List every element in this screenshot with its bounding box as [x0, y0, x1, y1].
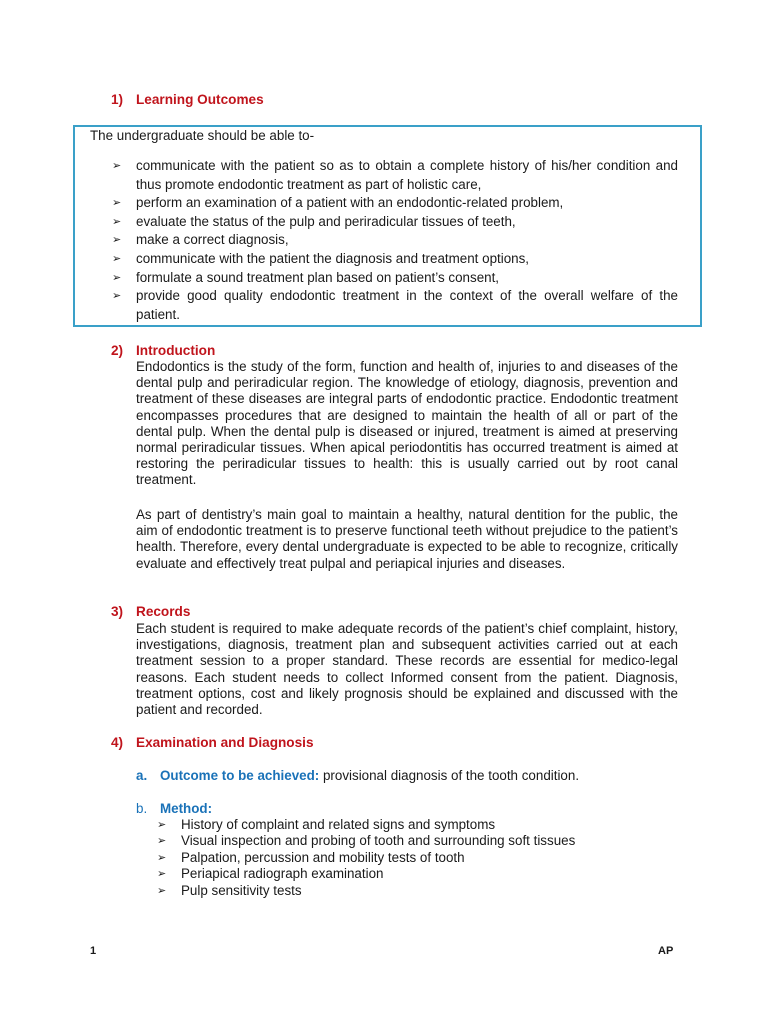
- bullet-arrow-icon: ➢: [157, 851, 167, 864]
- heading-title: Learning Outcomes: [136, 92, 264, 107]
- list-item: ➢ evaluate the status of the pulp and periradicular tissues of teeth,: [136, 213, 678, 232]
- list-item: ➢ Visual inspection and probing of tooth and surrounding soft tissues: [157, 833, 576, 849]
- list-item: ➢ communicate with the patient so as to obtain a complete history of his/her condition and thus promote endodontic treatment as part of holistic care,: [112, 158, 678, 192]
- method-title: Method:: [160, 801, 213, 816]
- footer-initials: AP: [658, 945, 674, 957]
- bullet-arrow-icon: ➢: [157, 884, 167, 897]
- list-item: ➢ perform an examination of a patient with an endodontic-related problem,: [136, 194, 678, 213]
- heading-number: 3): [111, 604, 124, 619]
- learning-outcomes-list: [112, 157, 678, 324]
- method-line: [136, 801, 212, 816]
- introduction-paragraph-2: As part of dentistry’s main goal to maintain a healthy, natural dentition for the public, the aim of endodontic treatment is to preserve functional teeth without prejudice to the patient’s health. Therefore, every dental undergraduate is expected to be able to recognize, critically evaluate and effectively treat pulpal and periapical injuries and diseases.: [136, 507, 678, 571]
- heading-learning-outcomes: [111, 92, 264, 107]
- heading-introduction: [111, 343, 215, 358]
- outcome-label: a.: [136, 768, 148, 783]
- bullet-arrow-icon: ➢: [112, 252, 122, 265]
- bullet-arrow-icon: ➢: [112, 234, 122, 247]
- heading-title: Introduction: [136, 343, 216, 358]
- heading-number: 2): [111, 343, 124, 358]
- bullet-arrow-icon: ➢: [157, 835, 167, 848]
- page-number: 1: [90, 945, 97, 957]
- outcome-line: [136, 768, 579, 783]
- outcome-title: Outcome to be achieved:: [160, 768, 320, 783]
- heading-examination-diagnosis: [111, 735, 314, 750]
- list-item: ➢ communicate with the patient the diagnosis and treatment options,: [136, 250, 678, 269]
- bullet-arrow-icon: ➢: [112, 160, 122, 172]
- introduction-paragraph-1: Endodontics is the study of the form, function and health of, injuries to and diseases of the dental pulp and periradicular region. The knowledge of etiology, diagnosis, prevention and treatment of these diseases are integral parts of endodontic practice. Endodontic treatment encompasses procedures that are designed to maintain the health of all or part of the dental pulp. When the dental pulp is diseased or injured, treatment is aimed at preserving normal periradicular tissues. When apical periodontitis has occurred treatment is aimed at restoring the periradicular tissues to health: this is usually carried out by root canal treatment.: [136, 359, 678, 488]
- bullet-arrow-icon: ➢: [157, 868, 167, 881]
- list-item: ➢ provide good quality endodontic treatment in the context of the overall welfare of the patient.: [112, 288, 678, 322]
- list-item: ➢ Periapical radiograph examination: [157, 866, 384, 882]
- heading-number: 4): [111, 735, 124, 750]
- list-item: ➢ History of complaint and related signs and symptoms: [157, 817, 496, 832]
- method-list: [157, 817, 681, 899]
- heading-title: Records: [136, 604, 191, 619]
- heading-title: Examination and Diagnosis: [136, 735, 314, 750]
- bullet-arrow-icon: ➢: [112, 215, 122, 228]
- bullet-arrow-icon: ➢: [112, 290, 122, 303]
- heading-records: [111, 604, 190, 619]
- bullet-arrow-icon: ➢: [112, 197, 122, 210]
- list-item: ➢ make a correct diagnosis,: [136, 231, 678, 250]
- list-item: ➢ Pulp sensitivity tests: [157, 882, 302, 898]
- list-item: ➢ formulate a sound treatment plan based on patient’s consent,: [136, 269, 678, 288]
- outcome-text: provisional diagnosis of the tooth condition.: [319, 768, 580, 783]
- records-paragraph: Each student is required to make adequate records of the patient’s chief complaint, history, investigations, diagnosis, treatment plan and subsequent activities carried out at each treatment session to a proper standard. These records are essential for medico-legal reasons. Each student needs to collect Informed consent from the patient. Diagnosis, treatment options, cost and likely prognosis should be explained and discussed with the patient and recorded.: [136, 621, 678, 718]
- heading-number: 1): [111, 92, 124, 107]
- learning-intro: The undergraduate should be able to-: [90, 128, 315, 143]
- bullet-arrow-icon: ➢: [112, 271, 122, 284]
- bullet-arrow-icon: ➢: [157, 819, 167, 831]
- method-label: b.: [136, 801, 148, 816]
- list-item: ➢ Palpation, percussion and mobility tests of tooth: [157, 849, 465, 865]
